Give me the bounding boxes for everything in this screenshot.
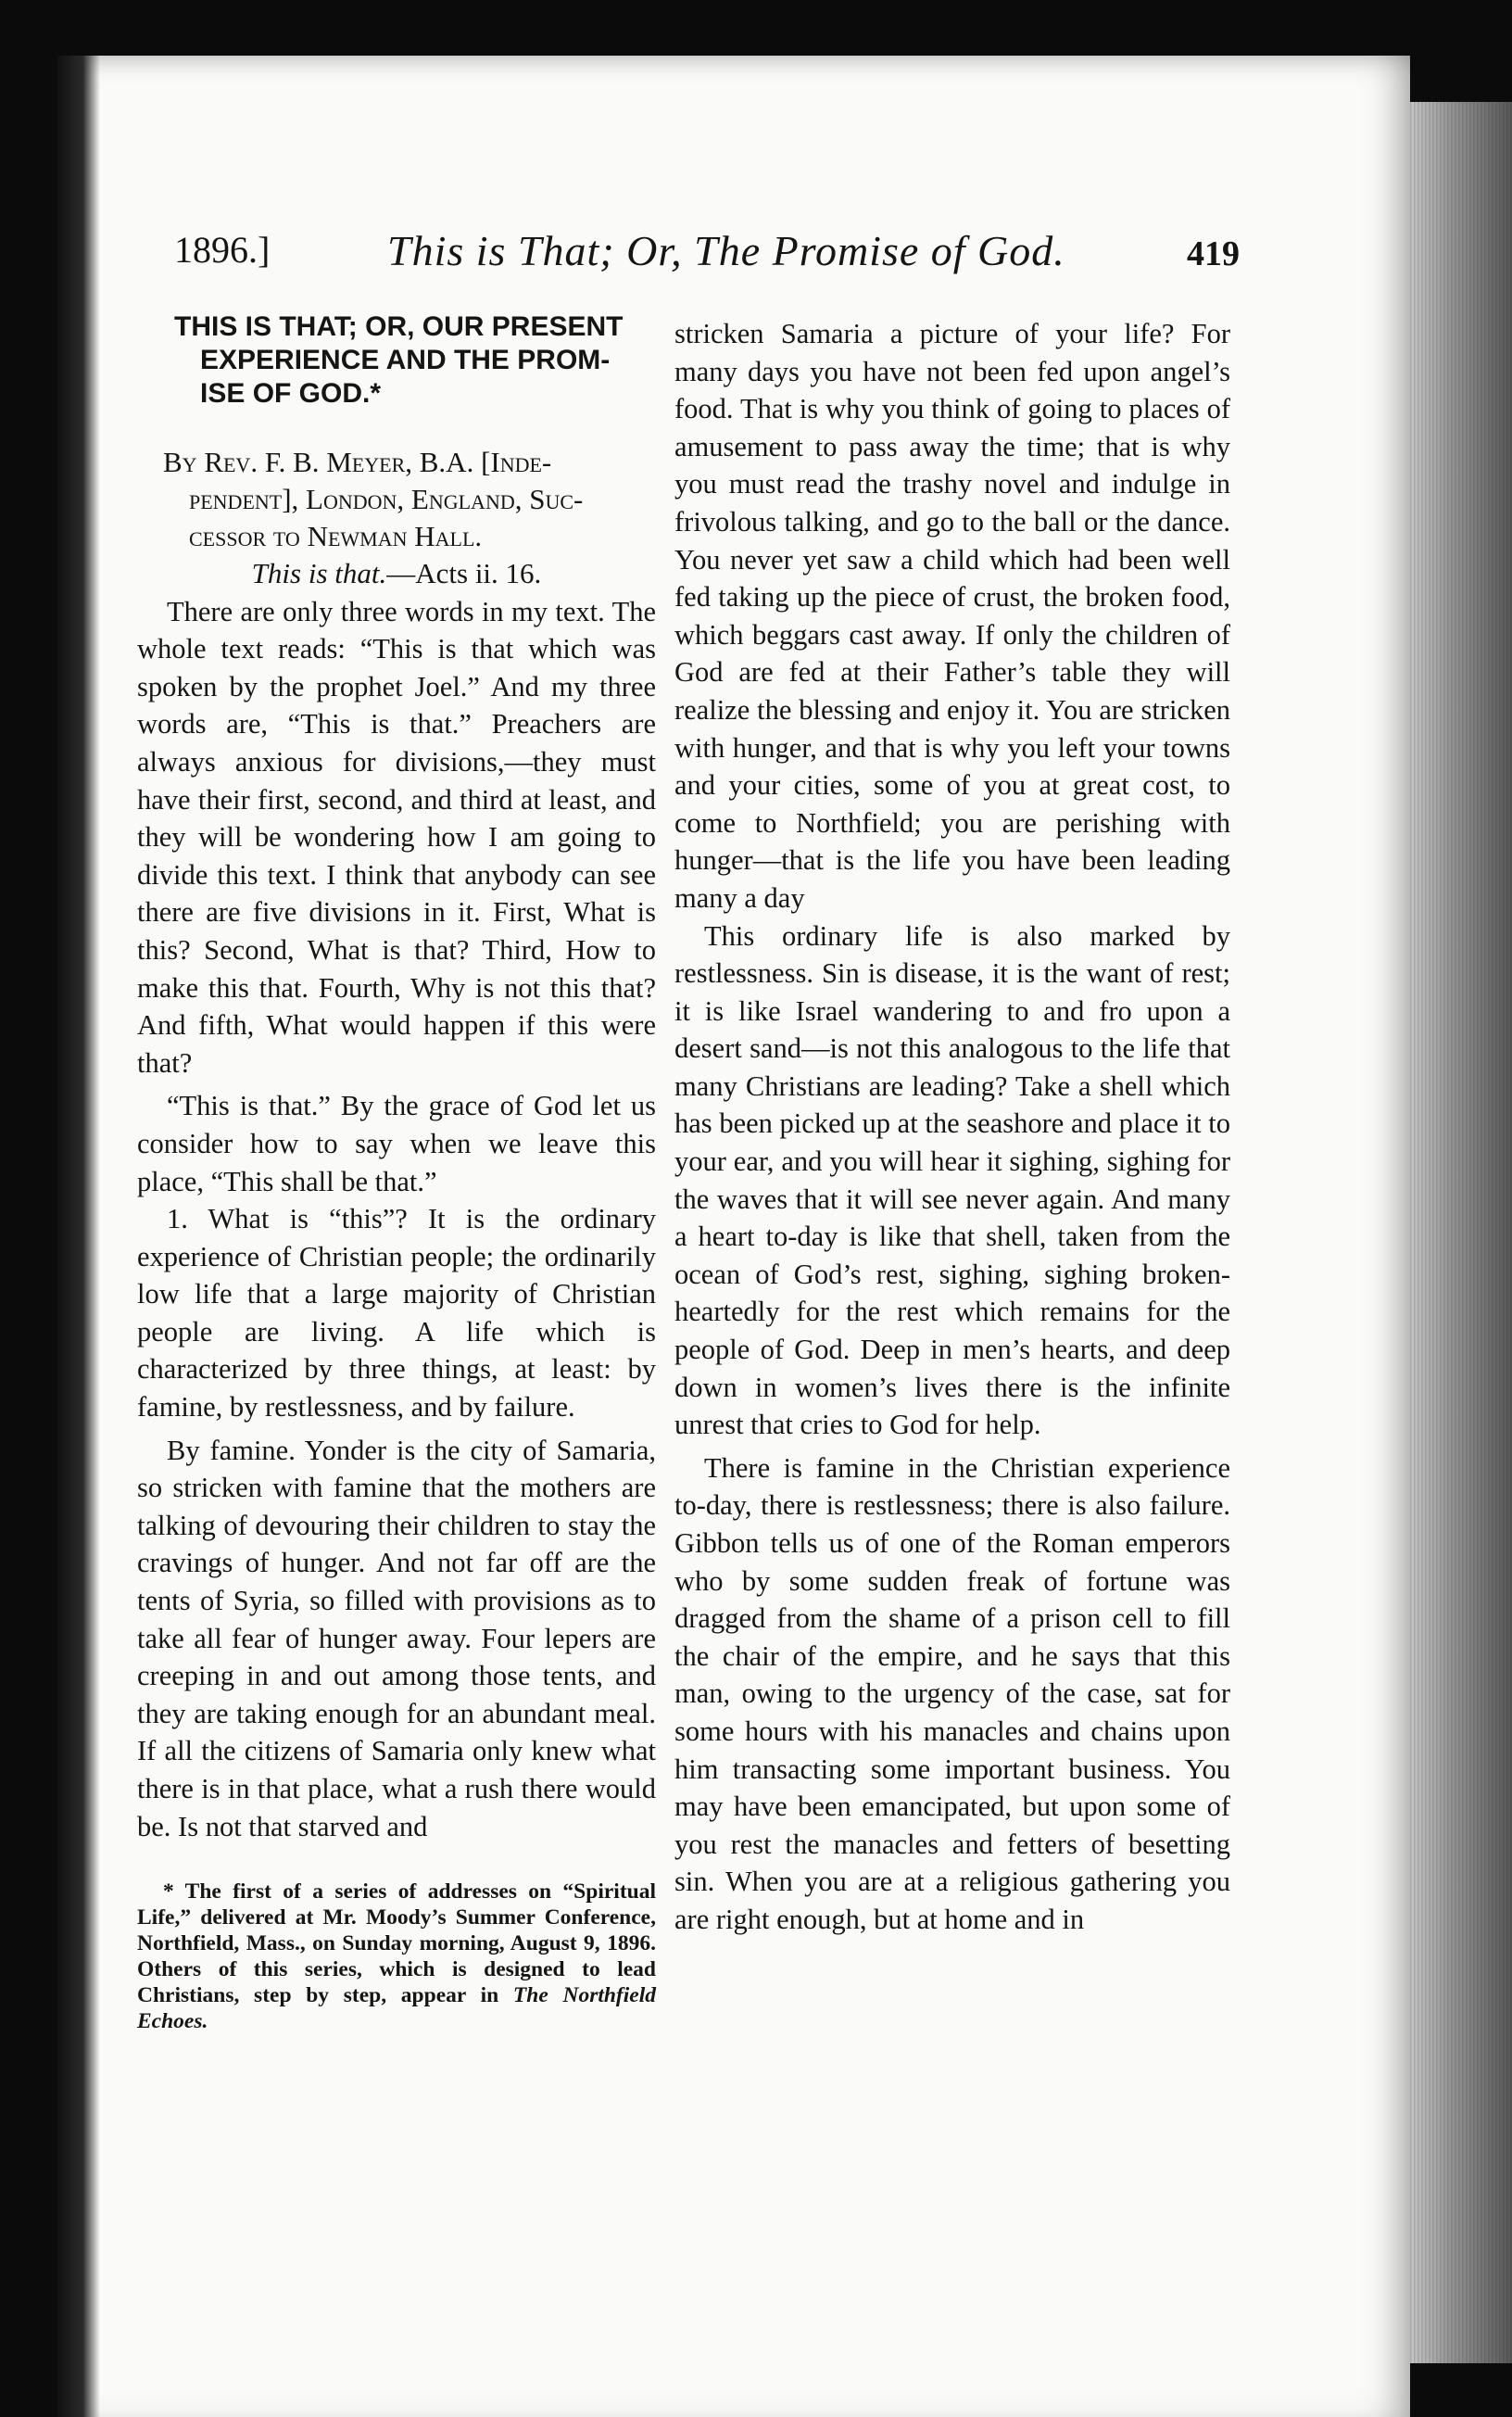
title-line: ISE OF GOD.* <box>200 378 382 409</box>
gutter-shadow <box>57 56 100 2417</box>
header-year: 1896.] <box>174 229 271 271</box>
left-column <box>137 310 656 2034</box>
scripture-epigraph <box>137 555 656 593</box>
footnote-text: * The first of a series of addresses on “Spiritual Life,” delivered at Mr. Moody’s Summer Conference, Northfield, Mass., on Sunday morning, August 9, 1896. Others of this series, which is designed to lead Christians, step by step, appear in <box>137 1879 656 2008</box>
title-line: EXPERIENCE AND THE PROM- <box>200 345 611 375</box>
paragraph: There is famine in the Christian experience to-day, there is restlessness; there is also failure. Gibbon tells us of one of the Roman emperors who by some sudden freak of fortune was dragged from the shame of a prison cell to fill the chair of the empire, and he says that this man, owing to the urgency of the case, sat for some hours with his manacles and chains upon him transacting some important business. You may have been emancipated, but upon some of you rest the manacles and fetters of besetting sin. When you are at a religious gathering you are right enough, but at home and in <box>674 1451 1230 1935</box>
title-line: THIS IS THAT; OR, OUR PRESENT <box>174 311 624 342</box>
article-title <box>137 310 656 411</box>
right-column <box>674 315 1230 1939</box>
running-title: This is That; Or, The Promise of God. <box>387 227 1065 274</box>
byline-line: pendent], London, England, Suc- <box>189 483 584 515</box>
paragraph: 1. What is “this”? It is the ordinary experience of Christian people; the ordinarily low life that a large majority of Christian people are living. A life which is characterized by three things, at least: by famine, by restlessness, and by failure. <box>137 1203 656 1424</box>
page-number: 419 <box>1187 234 1240 273</box>
paragraph: By famine. Yonder is the city of Samaria, so stricken with famine that the mothers are talking of devouring their children to stay the cravings of hunger. And not far off are the tents of Syria, so filled with provisions as to take all fear of hunger away. Four lepers are creeping in and out among those tents, and they are taking enough for an abundant meal. If all the citizens of Samaria only knew what there is in that place, what a rush there would be. Is not that starved and <box>137 1434 656 1842</box>
footnote <box>137 1879 656 2034</box>
paragraph: “This is that.” By the grace of God let us consider how to say when we leave this place, “This shall be that.” <box>137 1090 656 1197</box>
footnote-source: The Northfield Echoes. <box>137 1983 656 2034</box>
paragraph: This ordinary life is also marked by restlessness. Sin is disease, it is the want of rest; it is like Israel wandering to and fro upon a desert sand—is not this analogous to the life that many Christians are leading? Take a shell which has been picked up at the seashore and place it to your ear, and you will hear it sighing, sighing for the waves that it will see never again. And many a heart to-day is like that shell, taken from the ocean of God’s rest, sighing, sighing broken-heartedly for the rest which remains for the people of God. Deep in men’s hearts, and deep down in women’s lives there is the infinite unrest that cries to God for help. <box>674 919 1230 1441</box>
author-byline <box>137 444 656 555</box>
paragraph: There are only three words in my text. The whole text reads: “This is that which was spoken by the prophet Joel.” And my three words are, “This is that.” Preachers are always anxious for divisions,—they must have their first, second, and third at least, and they will be wondering how I am going to divide this text. I think that anybody can see there are five divisions in it. First, What is this? Second, What is that? Third, How to make this that. Fourth, Why is not this that? And fifth, What would happen if this were that? <box>137 595 656 1079</box>
running-header <box>174 222 1240 287</box>
epigraph-reference: —Acts ii. 16. <box>386 557 542 589</box>
byline-line: cessor to Newman Hall. <box>189 520 483 552</box>
paragraph: stricken Samaria a picture of your life? For many days you have not been fed upon angel’s food. That is why you think of going to places of amusement to pass away the time; that is why you must read the trashy novel and indulge in frivolous talking, and go to the ball or the dance. You never yet saw a child which had been well fed taking up the piece of crust, the broken food, which beggars cast away. If only the children of God are fed at their Father’s table they will realize the blessing and enjoy it. You are stricken with hunger, and that is why you left your towns and your cities, some of you at great cost, to come to Northfield; you are perishing with hunger—that is the life you have been leading many a day <box>674 318 1230 914</box>
book-page-edges <box>1399 102 1512 2363</box>
byline-line: By Rev. F. B. Meyer, B.A. [Inde- <box>163 446 552 478</box>
epigraph-text: This is that. <box>251 557 387 589</box>
